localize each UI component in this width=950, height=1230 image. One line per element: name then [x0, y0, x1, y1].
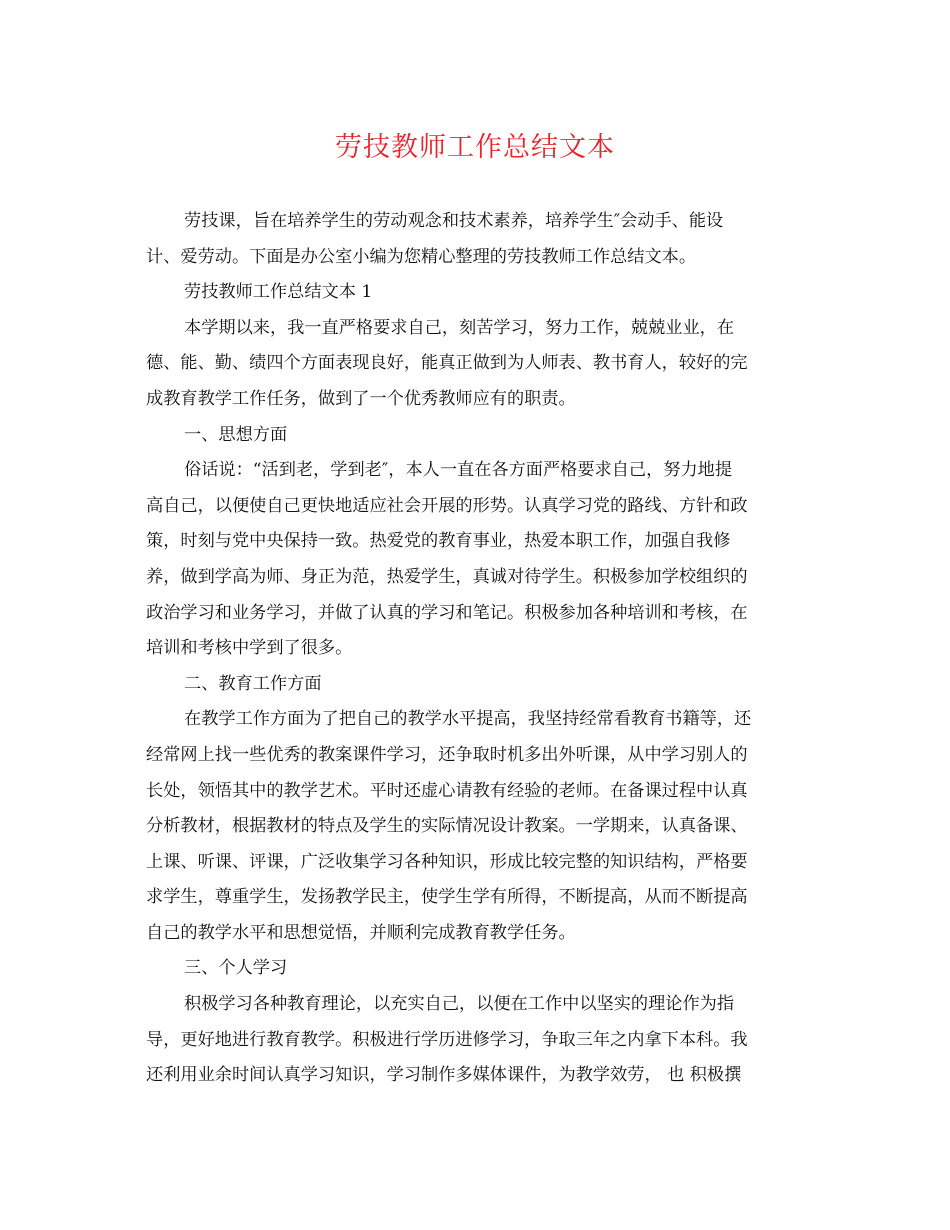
paragraph: [146, 951, 806, 987]
paragraph: [146, 311, 806, 418]
paragraph-line: 求学生，尊重学生，发扬教学民主，使学生学有所得，不断提高，从而不断提高: [146, 887, 748, 908]
paragraph-line: 分析教材，根据教材的特点及学生的实际情况设计教案。一学期来，认真备课、: [146, 816, 748, 837]
paragraph-line: 还利用业余时间认真学习知识，学习制作多媒体课件，为教学效劳， 也 积极撰: [146, 1065, 742, 1086]
paragraph-line: 劳技课，旨在培养学生的劳动观念和技术素养，培养学生″会动手、能设: [184, 211, 724, 231]
paragraph-line: 培训和考核中学到了很多。: [146, 638, 353, 659]
paragraph: [146, 702, 806, 951]
document-title: 劳技教师工作总结文本: [335, 132, 615, 163]
paragraph-line: 计、爱劳动。下面是办公室小编为您精心整理的劳技教师工作总结文本。: [146, 246, 697, 267]
paragraph-line: 政治学习和业务学习，并做了认真的学习和笔记。积极参加各种培训和考核，在: [146, 602, 748, 623]
paragraph-line: 二、教育工作方面: [184, 673, 322, 694]
paragraph-line: 本学期以来，我一直严格要求自己，刻苦学习，努力工作，兢兢业业，在: [184, 317, 735, 338]
paragraph-line: 养，做到学高为师、身正为范，热爱学生，真诚对待学生。积极参加学校组织的: [146, 566, 748, 587]
paragraph-line: 劳技教师工作总结文本 1: [184, 282, 373, 303]
paragraph-line: 长处，领悟其中的教学艺术。平时还虚心请教有经验的老师。在备课过程中认真: [146, 780, 748, 801]
paragraph: [146, 275, 806, 311]
paragraph-line: 德、能、勤、绩四个方面表现良好，能真正做到为人师表、教书育人，较好的完: [146, 353, 748, 374]
paragraph-line: 俗话说：“活到老，学到老″，本人一直在各方面严格要求自己，努力地提: [184, 460, 733, 481]
paragraph-line: 上课、听课、评课，广泛收集学习各种知识，形成比较完整的知识结构，严格要: [146, 851, 748, 872]
paragraph: [146, 987, 806, 1094]
paragraph: [146, 453, 806, 667]
paragraph-line: 自己的教学水平和思想觉悟，并顺利完成教育教学任务。: [146, 922, 576, 943]
paragraph-line: 一、思想方面: [184, 424, 288, 445]
paragraph-line: 积极学习各种教育理论，以充实自己，以便在工作中以坚实的理论作为指: [184, 994, 735, 1015]
paragraph-line: 导，更好地进行教育教学。积极进行学历进修学习，争取三年之内拿下本科。我: [146, 1029, 748, 1050]
paragraph-line: 成教育教学工作任务，做到了一个优秀教师应有的职责。: [146, 388, 576, 409]
paragraph: [146, 204, 806, 275]
paragraph-line: 策，时刻与党中央保持一致。热爱党的教育事业，热爱本职工作，加强自我修: [146, 531, 731, 552]
paragraph: [146, 667, 806, 703]
paragraph-line: 三、个人学习: [184, 958, 288, 979]
paragraph-line: 在教学工作方面为了把自己的教学水平提高，我坚持经常看教育书籍等，还: [184, 709, 752, 730]
paragraph: [146, 418, 806, 454]
paragraph-line: 高自己，以便使自己更快地适应社会开展的形势。认真学习党的路线、方针和政: [146, 495, 748, 516]
paragraph-line: 经常网上找一些优秀的教案课件学习，还争取时机多出外听课，从中学习别人的: [146, 744, 748, 765]
document-body: [146, 204, 806, 1094]
